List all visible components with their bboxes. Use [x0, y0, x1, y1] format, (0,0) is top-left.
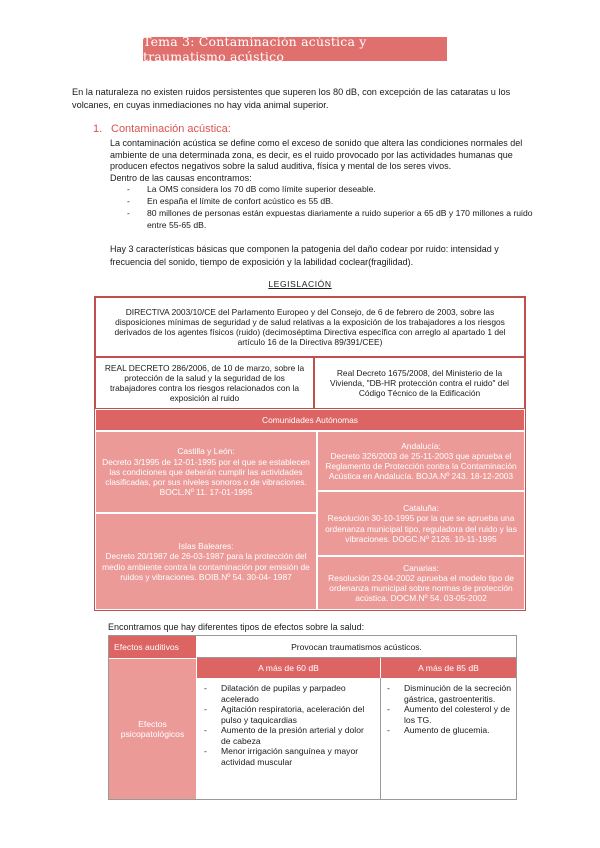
psycho-label: Efectos psicopatológicos — [120, 718, 185, 739]
baleares-name: Islas Baleares: — [178, 541, 234, 552]
auditory-text-cell — [197, 636, 516, 658]
list-item-text: En españa el límite de confort acústico es 55 dB. — [147, 196, 334, 206]
auditory-text: Provocan traumatismos acústicos. — [291, 642, 422, 652]
list-item-text: Agitación respiratoria, aceleración del pulso y taquicardias — [221, 704, 365, 725]
list-item-text: Aumento del colesterol y de los TG. — [404, 704, 511, 725]
directive-cell — [95, 297, 525, 357]
document-title-banner — [143, 34, 447, 64]
royal-decree-cell — [95, 357, 314, 409]
baleares-text: Decreto 20/1987 de 26-03-1987 para la protección del medio ambiente contra la contaminación por emisión de ruidos y vibraciones. BOIB.Nº 54. 30-04- 1987 — [102, 551, 310, 582]
psycho-label-cell — [109, 658, 197, 799]
canarias-name: Canarias: — [403, 562, 439, 573]
bullet-dash: - — [127, 208, 130, 218]
pathogenesis-paragraph: Hay 3 características básicas que componen la patogenia del daño codear por ruido: intensidad y frecuencia del sonido, tiempo de exposición y la labilidad coclear(fragilidad). — [110, 244, 499, 267]
baleares-cell — [95, 513, 317, 610]
auditory-label: Efectos auditivos — [114, 642, 179, 652]
andalucia-text: Decreto 326/2003 de 25-11-2003 que aprueba el Reglamento de Protección contra la Contaminación Acústica en Andalucía. BOJA.Nº 243. 18-12-2003 — [325, 450, 517, 482]
list-item-text: Dilatación de pupilas y parpadeo acelerado — [221, 683, 346, 704]
cataluna-cell — [317, 491, 525, 556]
list-item: - Dilatación de pupilas y parpadeo acelerado — [204, 683, 346, 704]
bullet-dash: - — [127, 196, 130, 206]
list-item-text: 80 millones de personas están expuestas diariamente a ruido superior a 65 dB y 170 millones a ruido entre 55-65 dB. — [147, 208, 533, 230]
canarias-cell — [317, 556, 525, 610]
causes-intro: Dentro de las causas encontramos: — [110, 172, 252, 183]
effects-table — [108, 635, 517, 800]
effects-60db-cell — [197, 678, 381, 799]
list-item-text: Menor irrigación sanguínea y mayor actividad muscular — [221, 746, 359, 767]
cataluna-name: Cataluña: — [403, 503, 439, 514]
list-item: - Aumento de glucemia. — [387, 725, 490, 735]
auditory-label-cell — [109, 636, 197, 658]
royal-decree-text: REAL DECRETO 286/2006, de 10 de marzo, sobre la protección de la salud y la seguridad de los trabajadores contra los riesgos relacionados con la exposición al ruido — [104, 362, 305, 404]
bullet-dash: - — [127, 184, 130, 194]
royal-decree-2008-cell — [314, 357, 525, 409]
communities-header — [95, 409, 525, 431]
list-item: - Disminución de la secreción gástrica, gastroenteritis. — [387, 683, 511, 704]
andalucia-name: Andalucía: — [401, 440, 441, 451]
list-item-text: La OMS considera los 70 dB como límite superior deseable. — [147, 184, 376, 194]
legislation-table — [94, 296, 526, 611]
document-title: Tema 3: Contaminación acústica y traumatismo acústico — [143, 34, 367, 64]
list-item-text: Disminución de la secreción gástrica, gastroenteritis. — [404, 683, 511, 704]
castilla-text: Decreto 3/1995 de 12-01-1995 por el que se establecen las condiciones que deberán cumplir las actividades clasificadas, por sus niveles sonoros o de vibraciones. BOCL.Nº 11. 17-01-1995 — [102, 456, 310, 498]
section-number: 1. — [93, 123, 103, 135]
col-header-85db — [381, 658, 516, 678]
section-body — [110, 138, 530, 184]
col-header-60db — [197, 658, 381, 678]
cataluna-text: Resolución 30-10-1995 por la que se aprueba una ordenanza municipal tipo, reguladora del ruido y las vibraciones. DOGC.Nº 2126. 10-11-1995 — [325, 513, 517, 544]
directive-text: DIRECTIVA 2003/10/CE del Parlamento Europeo y del Consejo, de 6 de febrero de 2003, sobre las disposiciones mínimas de seguridad y de salud relativas a la exposición de los trabajadores a los riesgos derivados de los agentes físicos (ruido) (decimoséptima Directiva específica con arreglo al apartado 1 del artículo 16 de la Directiva 89/391/CEE) — [114, 306, 506, 348]
castilla-cell — [95, 431, 317, 513]
effects-intro: Encontramos que hay diferentes tipos de efectos sobre la salud: — [108, 622, 365, 632]
andalucia-cell — [317, 431, 525, 491]
section-title: Contaminación acústica: — [111, 123, 231, 135]
canarias-text: Resolución 23-04-2002 aprueba el modelo tipo de ordenanza municipal sobre normas de protección acústica. DOCM.Nº 54. 03-05-2002 — [328, 572, 514, 604]
list-item: - Aumento del colesterol y de los TG. — [387, 704, 511, 725]
section-heading — [93, 123, 231, 135]
royal-decree-2008-text: Real Decreto 1675/2008, del Ministerio de la Vivienda, "DB-HR protección contra el ruido" del Código Técnico de la Edificación — [330, 367, 509, 399]
list-item: - Aumento de la presión arterial y dolor de cabeza — [204, 725, 364, 746]
definition-paragraph: La contaminación acústica se define como el exceso de sonido que altera las condiciones normales del ambiente de una determinada zona, es decir, es el ruido provocado por las actividades humanas que producen efectos negativos sobre la salud auditiva, física y mental de los seres vivos. — [110, 138, 523, 171]
communities-header-text: Comunidades Autónomas — [262, 414, 358, 425]
col-header-85db-text: A más de 85 dB — [418, 663, 479, 673]
legislation-heading: LEGISLACIÓN — [268, 279, 332, 289]
intro-paragraph: En la naturaleza no existen ruidos persistentes que superen los 80 dB, con excepción de las cataratas u los volcanes, en cuyas inmediaciones no hay vida animal superior. — [72, 87, 511, 110]
list-item-text: Aumento de la presión arterial y dolor de cabeza — [221, 725, 364, 746]
list-item: - Menor irrigación sanguínea y mayor actividad muscular — [204, 746, 359, 767]
list-item: - Agitación respiratoria, aceleración del pulso y taquicardias — [204, 704, 365, 725]
list-item-text: Aumento de glucemia. — [404, 725, 490, 735]
effects-85db-cell — [381, 678, 516, 799]
castilla-name: Castilla y León: — [177, 446, 235, 457]
col-header-60db-text: A más de 60 dB — [258, 663, 319, 673]
